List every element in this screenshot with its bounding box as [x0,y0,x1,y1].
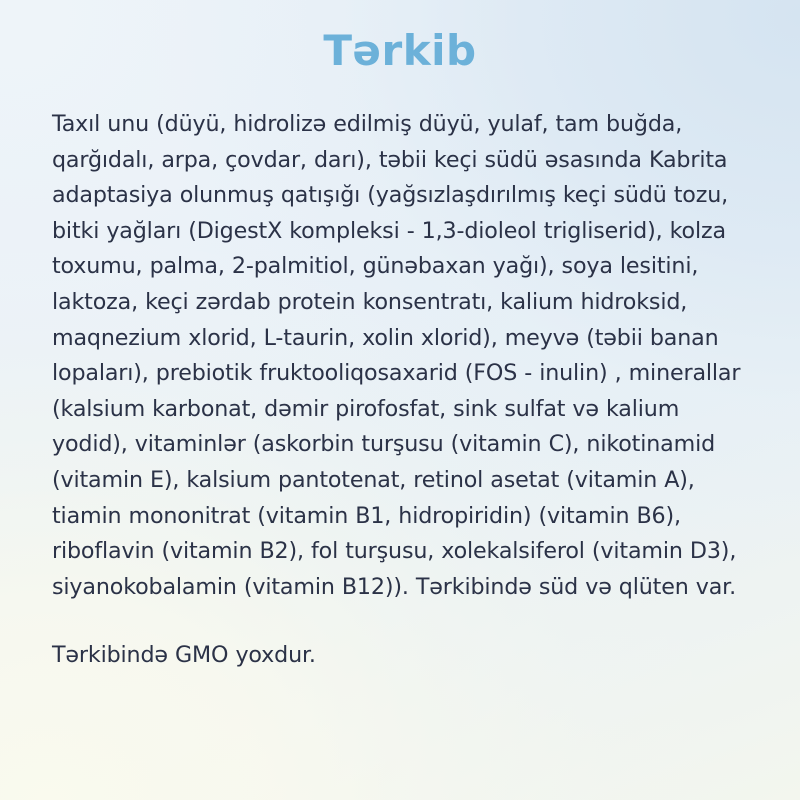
ingredients-paragraph: Taxıl unu (düyü, hidrolizə edilmiş düyü, yulaf, tam buğda, qarğıdalı, arpa, çovdar, darı), təbii keçi südü əsasında Kabrita adaptasiya olunmuş qatışığı (yağsızlaşdırılmış keçi südü tozu, bitki yağları (DigestX kompleksi - 1,3-dioleol trigliserid), kolza toxumu, palma, 2-palmitiol, günəbaxan yağı), soya lesitini, laktoza, keçi zərdab protein konsentratı, kalium hidroksid, maqnezium xlorid, L-taurin, xolin xlorid), meyvə (təbii banan lopaları), prebiotik fruktooliqosaxarid (FOS - inulin) , minerallar (kalsium karbonat, dəmir pirofosfat, sink sulfat və kalium yodid), vitaminlər (askorbin turşusu (vitamin C), nikotinamid (vitamin E), kalsium pantotenat, retinol asetat (vitamin A), tiamin mononitrat (vitamin B1, hidropiridin) (vitamin B6), riboflavin (vitamin B2), fol turşusu, xolekalsiferol (vitamin D3), siyanokobalamin (vitamin B12)). Tərkibində süd və qlüten var. [52,111,741,600]
ingredients-body [52,107,758,674]
gmo-note: Tərkibində GMO yoxdur. [52,642,316,669]
page-title: Tərkib [323,26,477,75]
